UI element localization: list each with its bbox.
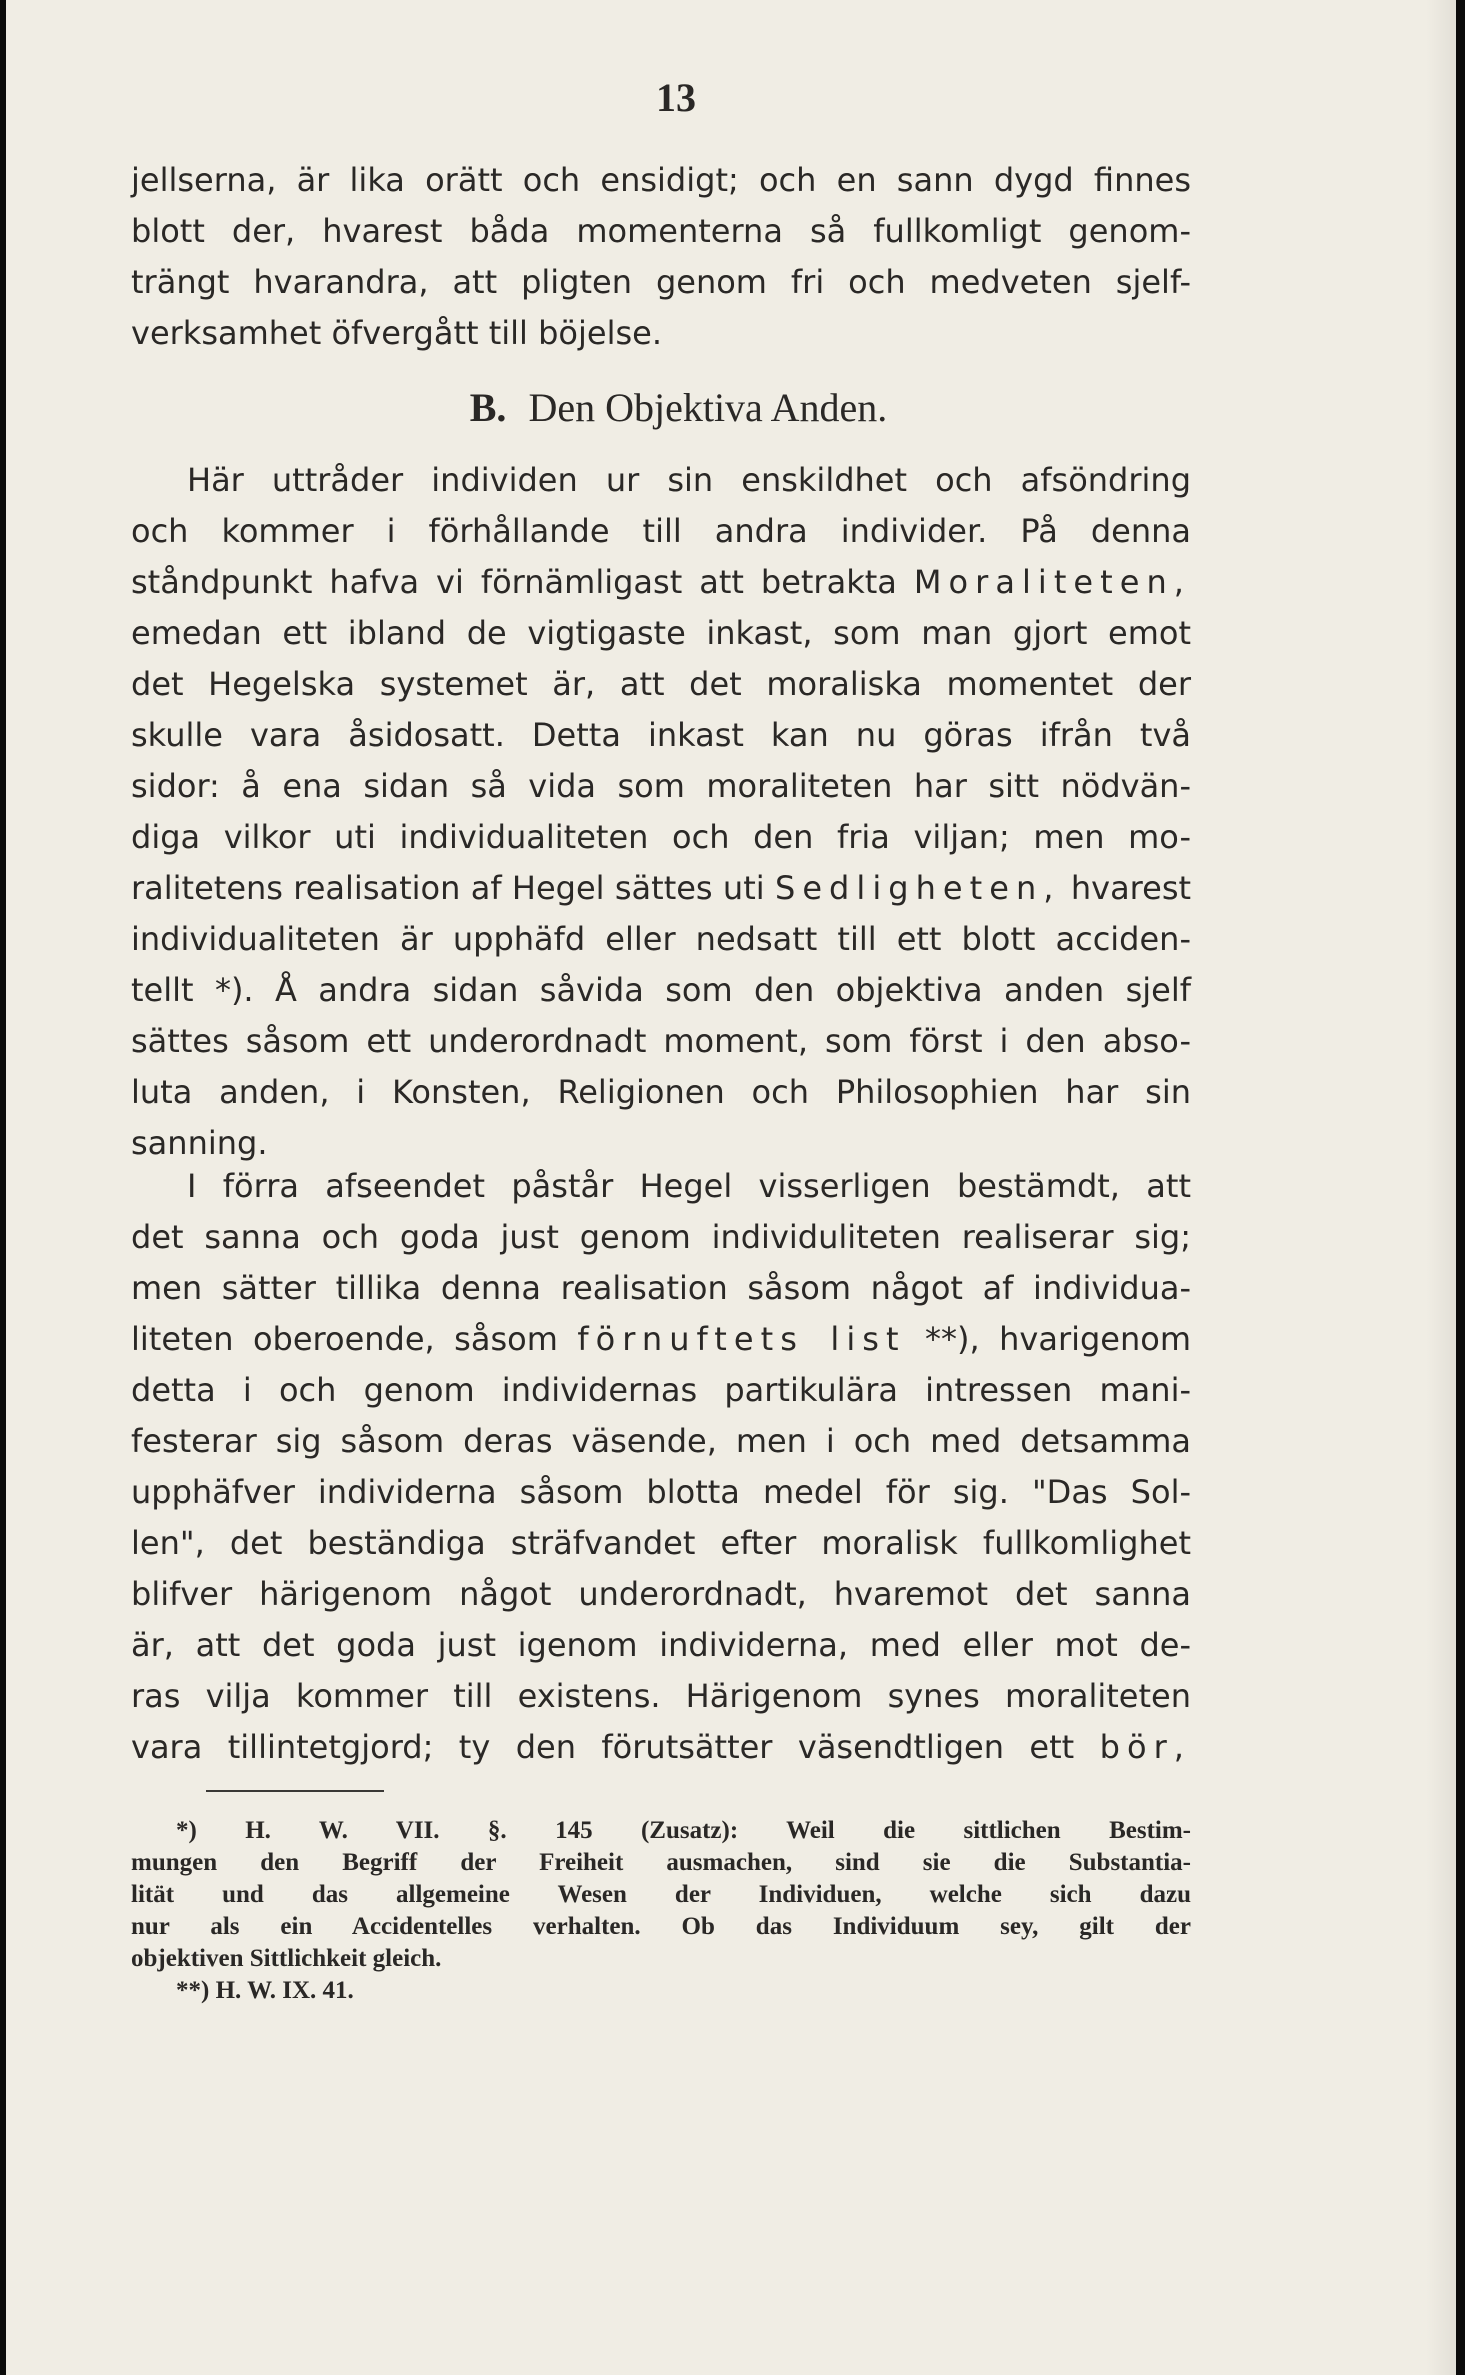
- footnote-line: *) H. W. VII. §. 145 (Zusatz): Weil die sittlichen Bestim-: [176, 1817, 1191, 1844]
- text-line: I förra afseendet påstår Hegel visserligen bestämdt, att: [187, 1167, 1191, 1205]
- footnote-divider: [206, 1790, 384, 1792]
- text-line: len", det beständiga sträfvandet efter moralisk fullkomlighet: [131, 1524, 1191, 1562]
- text-span: vara tillintetgjord; ty den förutsätter väsendtligen ett: [131, 1728, 1075, 1766]
- text-line: sanning.: [131, 1124, 268, 1162]
- text-line: [131, 562, 1191, 602]
- text-line: blott der, hvarest båda momenterna så fullkomligt genom-: [131, 212, 1191, 250]
- book-page: [6, 0, 1456, 2375]
- text-line: festerar sig såsom deras väsende, men i och med detsamma: [131, 1422, 1191, 1460]
- text-line: det sanna och goda just genom individuliteten realiserar sig;: [131, 1218, 1191, 1256]
- text-line: diga vilkor uti individualiteten och den fria viljan; men mo-: [131, 818, 1191, 856]
- text-line: det Hegelska systemet är, att det moraliska momentet der: [131, 665, 1191, 703]
- emphasis-sedligheten: Sedligheten,: [774, 869, 1061, 907]
- text-line: [131, 1319, 1191, 1359]
- footnote-line: nur als ein Accidentelles verhalten. Ob das Individuum sey, gilt der: [131, 1913, 1191, 1940]
- text-line: [131, 868, 1191, 908]
- text-span: ståndpunkt hafva vi förnämligast att betrakta: [131, 563, 897, 601]
- footnote-line: lität und das allgemeine Wesen der Individuen, welche sich dazu: [131, 1881, 1191, 1908]
- page-number: 13: [656, 75, 696, 120]
- text-line: sättes såsom ett underordnadt moment, som först i den abso-: [131, 1022, 1191, 1060]
- text-span: hvarest: [1070, 869, 1192, 907]
- emphasis-bor: bör,: [1099, 1728, 1191, 1766]
- footnote-line: objektiven Sittlichkeit gleich.: [131, 1945, 442, 1972]
- text-line: blifver härigenom något underordnadt, hvaremot det sanna: [131, 1575, 1191, 1613]
- text-line: jellserna, är lika orätt och ensidigt; och en sann dygd finnes: [131, 161, 1191, 199]
- text-span: ralitetens realisation af Hegel sättes uti: [131, 869, 765, 907]
- text-span: **), hvarigenom: [925, 1320, 1192, 1358]
- text-line: och kommer i förhållande till andra individer. På denna: [131, 512, 1191, 550]
- text-line: skulle vara åsidosatt. Detta inkast kan nu göras ifrån två: [131, 716, 1191, 754]
- text-line: individualiteten är upphäfd eller nedsatt till ett blott acciden-: [131, 920, 1191, 958]
- text-line: ras vilja kommer till existens. Härigenom synes moraliteten: [131, 1677, 1191, 1715]
- text-line: upphäfver individerna såsom blotta medel för sig. "Das Sol-: [131, 1473, 1191, 1511]
- text-line: detta i och genom individernas partikulära intressen mani-: [131, 1371, 1191, 1409]
- emphasis-moraliteten: Moraliteten,: [913, 563, 1192, 601]
- section-title: Den Objektiva Anden.: [528, 385, 888, 430]
- emphasis-fornuftets-list: förnuftets list: [577, 1320, 906, 1358]
- section-heading: [6, 384, 1351, 431]
- text-line: Här uttråder individen ur sin enskildhet och afsöndring: [187, 461, 1191, 499]
- text-line: luta anden, i Konsten, Religionen och Philosophien har sin: [131, 1073, 1191, 1111]
- page-edge-shadow: [1426, 0, 1456, 2375]
- footnote-line: mungen den Begriff der Freiheit ausmachen, sind sie die Substantia-: [131, 1849, 1191, 1876]
- text-line: [131, 1727, 1191, 1767]
- text-line: emedan ett ibland de vigtigaste inkast, som man gjort emot: [131, 614, 1191, 652]
- text-span: liteten oberoende, såsom: [131, 1320, 558, 1358]
- section-letter: B.: [469, 385, 507, 430]
- text-line: sidor: å ena sidan så vida som moraliteten har sitt nödvän-: [131, 767, 1191, 805]
- text-line: men sätter tillika denna realisation såsom något af individua-: [131, 1269, 1191, 1307]
- footnote-line: **) H. W. IX. 41.: [176, 1977, 354, 2004]
- text-line: tellt *). Å andra sidan såvida som den objektiva anden sjelf: [131, 971, 1191, 1009]
- text-line: trängt hvarandra, att pligten genom fri och medveten sjelf-: [131, 263, 1191, 301]
- text-line: verksamhet öfvergått till böjelse.: [131, 314, 662, 352]
- text-line: är, att det goda just igenom individerna, med eller mot de-: [131, 1626, 1191, 1664]
